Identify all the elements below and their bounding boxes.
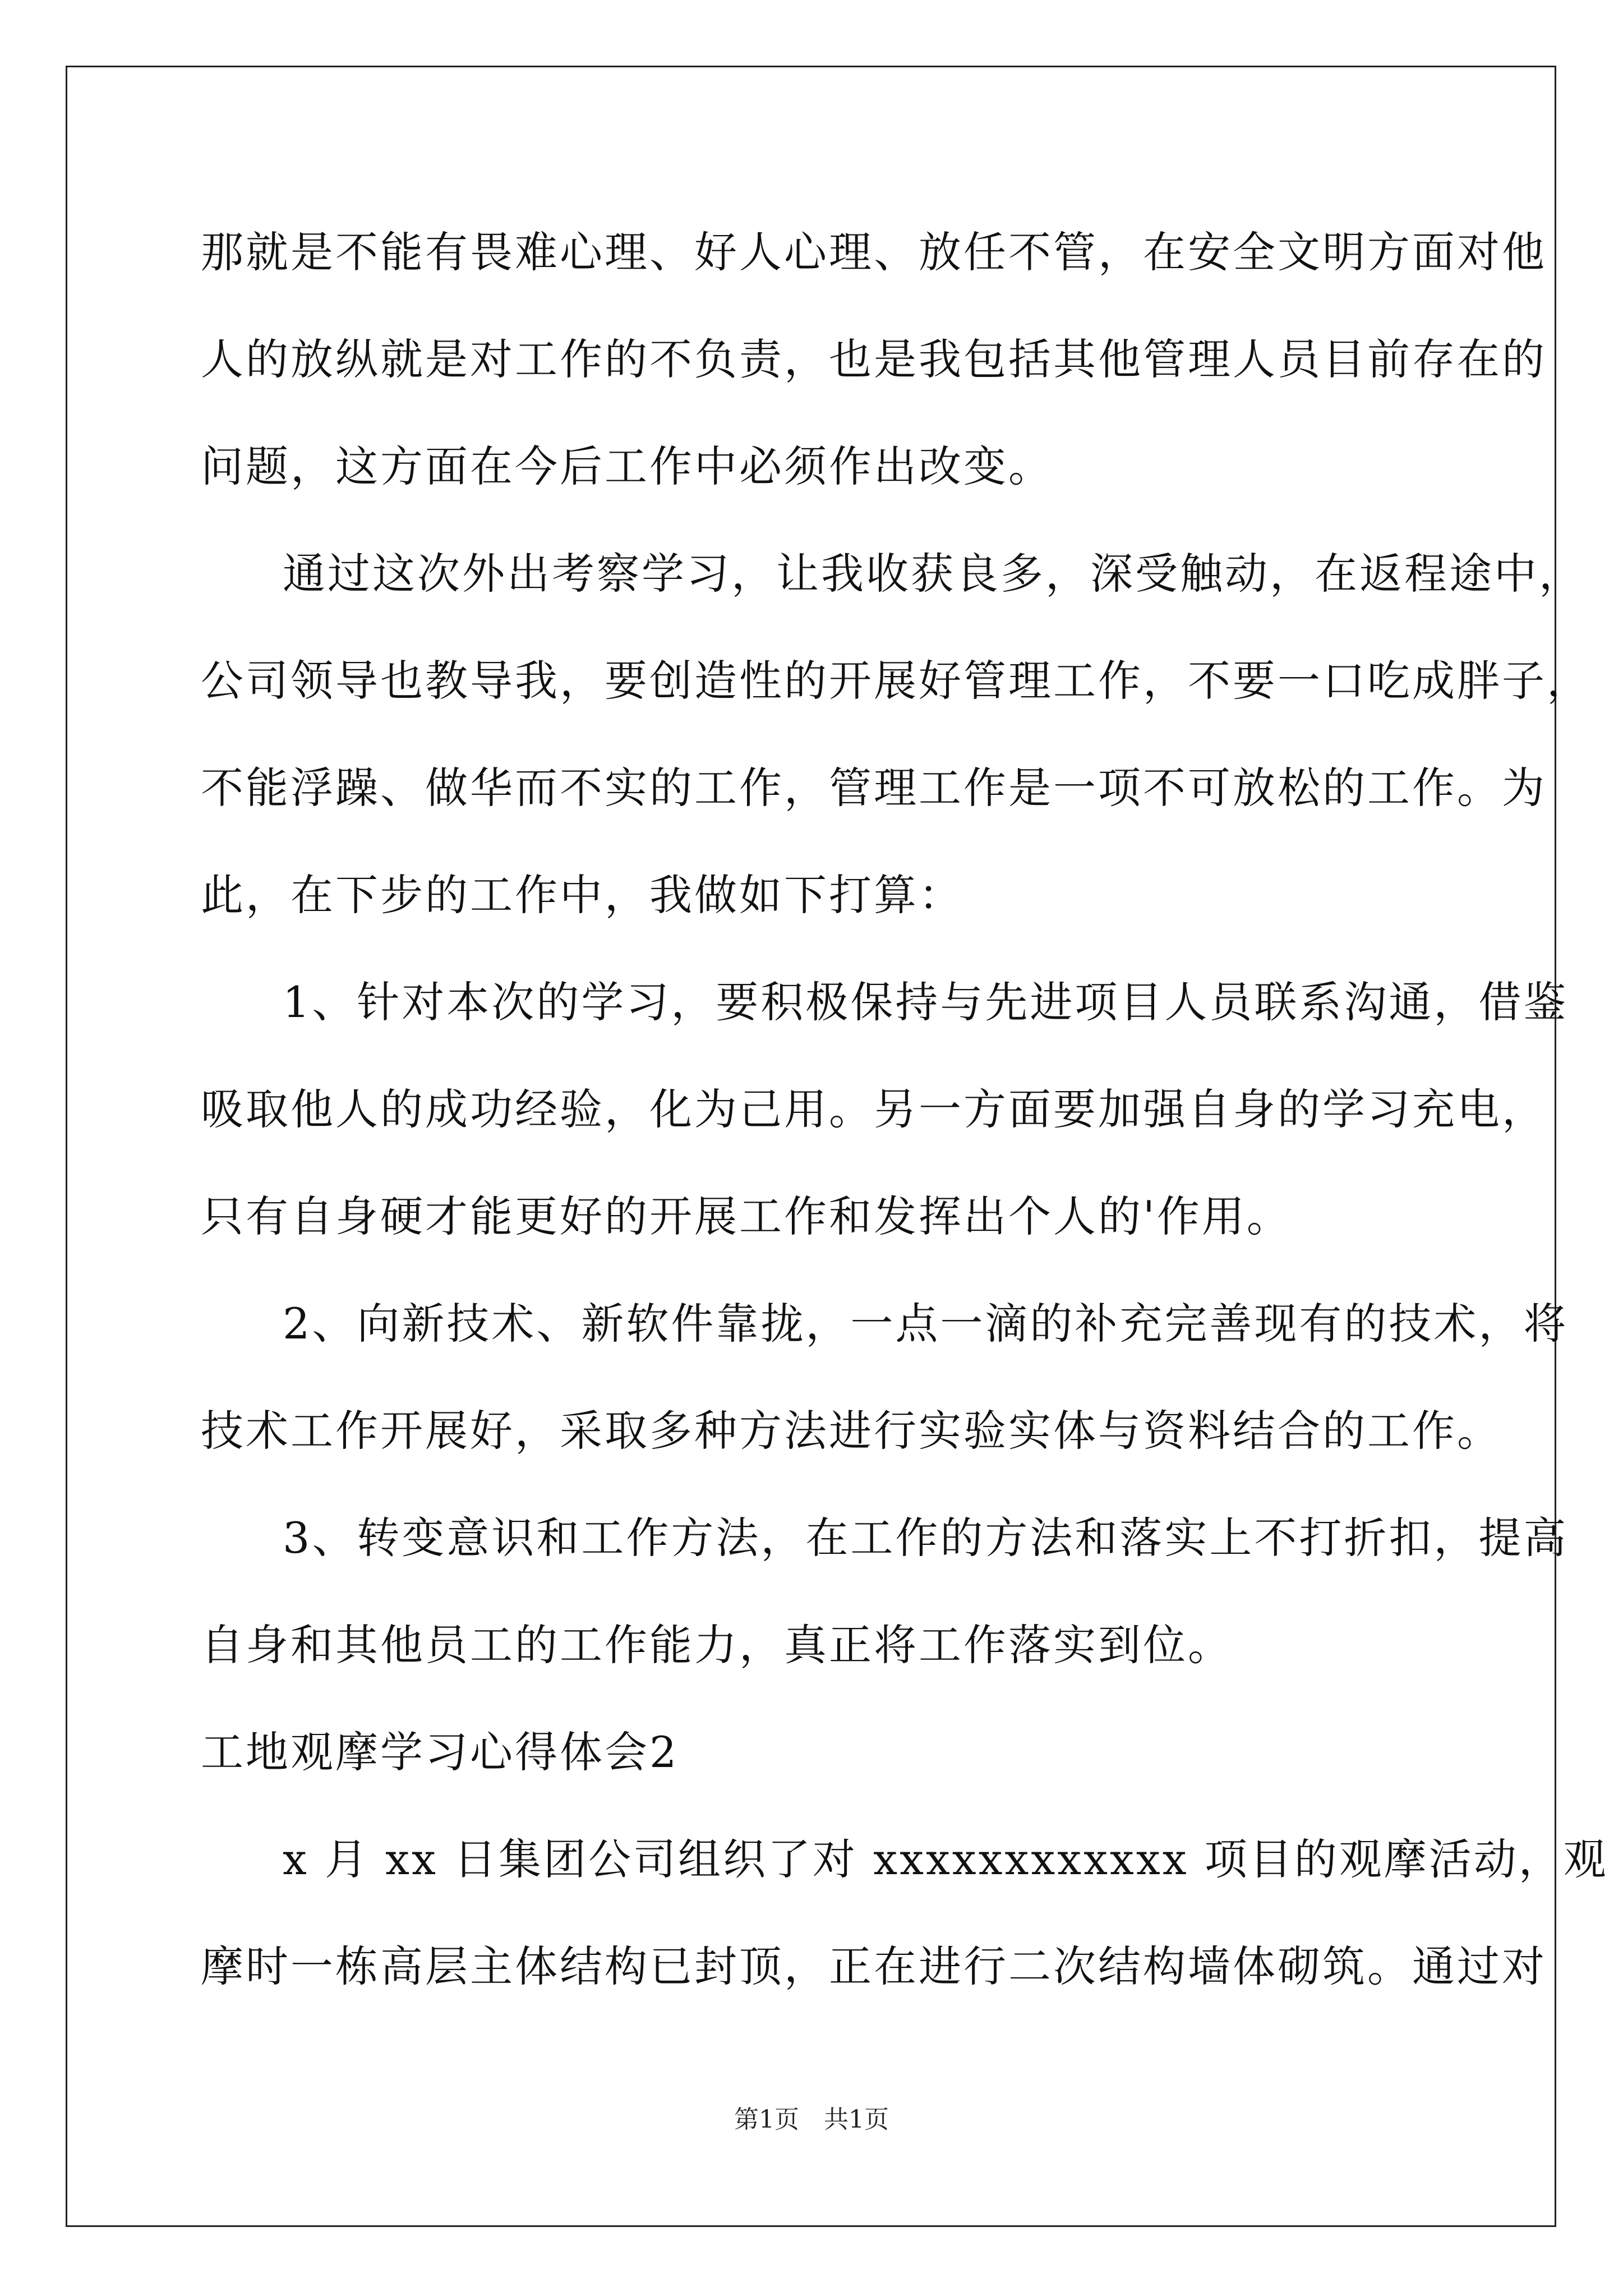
text-line: 只有自身硬才能更好的开展工作和发挥出个人的'作用。 xyxy=(201,1191,1292,1241)
text-line: 此，在下步的工作中，我做如下打算： xyxy=(201,870,963,920)
text-line: 那就是不能有畏难心理、好人心理、放任不管，在安全文明方面对他 xyxy=(201,227,1547,277)
text-line: 问题，这方面在今后工作中必须作出改变。 xyxy=(201,441,1053,491)
text-line: 3、转变意识和工作方法，在工作的方法和落实上不打折扣，提高 xyxy=(283,1513,1569,1563)
text-line: 不能浮躁、做华而不实的工作，管理工作是一项不可放松的工作。为 xyxy=(201,763,1547,813)
text-line: 吸取他人的成功经验，化为己用。另一方面要加强自身的学习充电， xyxy=(201,1084,1547,1134)
text-line: x 月 xx 日集团公司组织了对 xxxxxxxxxxxx 项目的观摩活动，观 xyxy=(283,1834,1608,1884)
text-line: 摩时一栋高层主体结构已封顶，正在进行二次结构墙体砌筑。通过对 xyxy=(201,1941,1547,1991)
section-heading: 工地观摩学习心得体会2 xyxy=(201,1727,679,1777)
text-line: 人的放纵就是对工作的不负责，也是我包括其他管理人员目前存在的 xyxy=(201,334,1547,384)
text-line: 技术工作开展好，采取多种方法进行实验实体与资料结合的工作。 xyxy=(201,1406,1502,1456)
text-line: 1、针对本次的学习，要积极保持与先进项目人员联系沟通，借鉴 xyxy=(283,977,1569,1027)
page-footer: 第1页 共1页 xyxy=(734,2105,889,2134)
text-line: 自身和其他员工的工作能力，真正将工作落实到位。 xyxy=(201,1620,1233,1670)
text-line: 2、向新技术、新软件靠拢，一点一滴的补充完善现有的技术，将 xyxy=(283,1299,1569,1349)
text-line: 公司领导也教导我，要创造性的开展好管理工作，不要一口吃成胖子， xyxy=(201,656,1592,706)
text-line: 通过这次外出考察学习，让我收获良多，深受触动，在返程途中， xyxy=(283,549,1584,599)
document-body xyxy=(201,222,1608,2043)
